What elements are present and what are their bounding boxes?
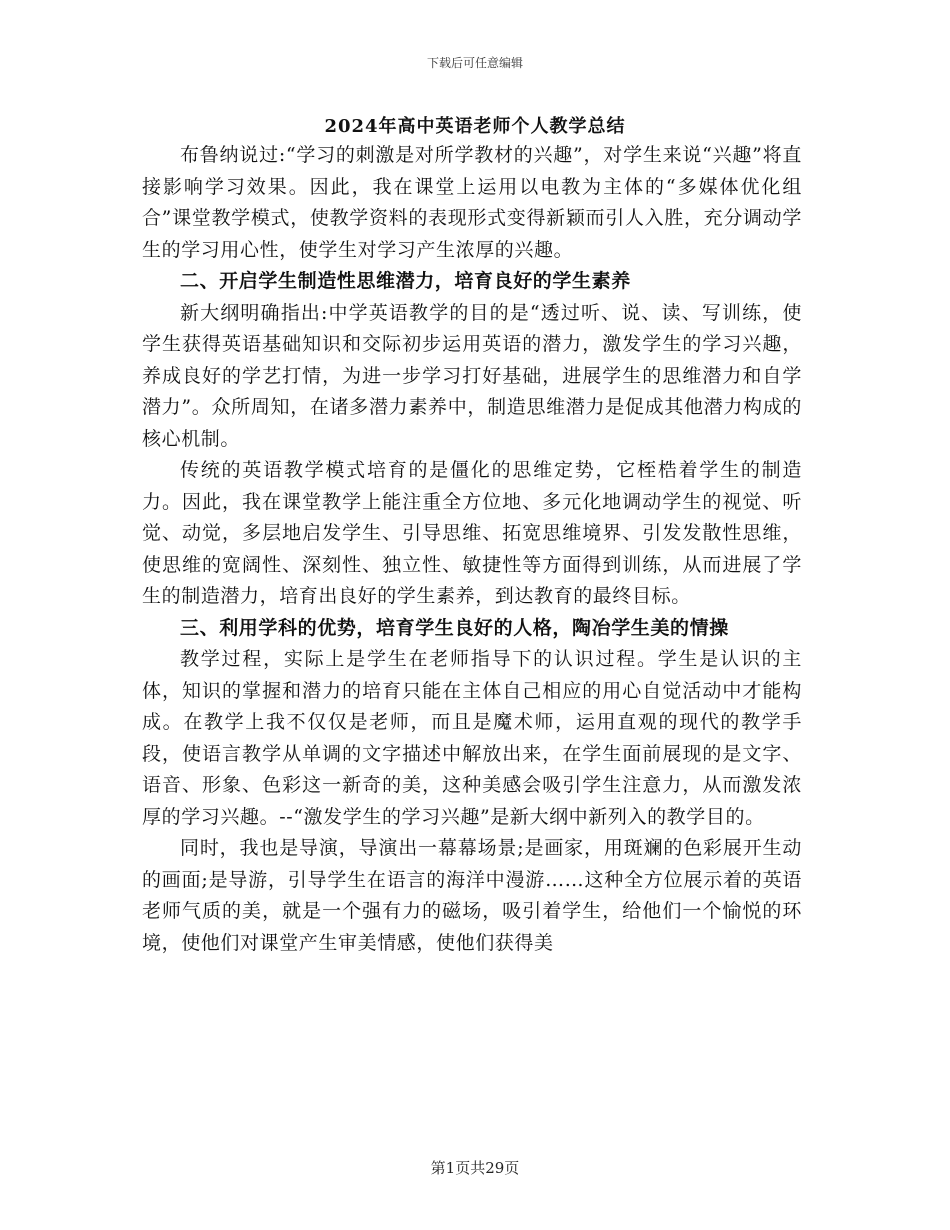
section-2-paragraph-2: 传统的英语教学模式培育的是僵化的思维定势，它桎梏着学生的制造力。因此，我在课堂教学上能注重全方位地、多元化地调动学生的视觉、听觉、动觉，多层地启发学生、引导思维、拓宽思维境界、引发发散性思维，使思维的宽阔性、深刻性、独立性、敏捷性等方面得到训练，从而进展了学生的制造潜力，培育出良好的学生素养，到达教育的最终目标。 bbox=[142, 459, 802, 607]
section-3-paragraph-1: 教学过程，实际上是学生在老师指导下的认识过程。学生是认识的主体，知识的掌握和潜力的培育只能在主体自己相应的用心自觉活动中才能构成。在教学上我不仅仅是老师，而且是魔术师，运用直观的现代的教学手段，使语言教学从单调的文字描述中解放出来，在学生面前展现的是文字、语音、形象、色彩这一新奇的美，这种美感会吸引学生注意力，从而激发浓厚的学习兴趣。--“激发学生的学习兴趣”是新大纲中新列入的教学目的。 bbox=[142, 648, 802, 828]
section-3-paragraph-2: 同时，我也是导演，导演出一幕幕场景;是画家，用斑斓的色彩展开生动的画面;是导游，引导学生在语言的海洋中漫游……这种全方位展示着的英语老师气质的美，就是一个强有力的磁场，吸引着学生，给他们一个愉悦的环境，使他们对课堂产生审美情感，使他们获得美 bbox=[142, 837, 802, 954]
intro-paragraph: 布鲁纳说过:“学习的刺激是对所学教材的兴趣”，对学生来说“兴趣”将直接影响学习效果。因此，我在课堂上运用以电教为主体的“多媒体优化组合”课堂教学模式，使教学资料的表现形式变得新颖而引人入胜，充分调动学生的学习用心性，使学生对学习产生浓厚的兴趣。 bbox=[142, 144, 802, 261]
document-body bbox=[142, 140, 802, 959]
page-header-watermark: 下载后可任意编辑 bbox=[426, 56, 523, 70]
page-number: 第1页共29页 bbox=[430, 1159, 520, 1177]
section-2-paragraph-1: 新大纲明确指出:中学英语教学的目的是“透过听、说、读、写训练，使学生获得英语基础知识和交际初步运用英语的潜力，激发学生的学习兴趣，养成良好的学艺打情，为进一步学习打好基础，进展学生的思维潜力和自学潜力”。众所周知，在诸多潜力素养中，制造思维潜力是促成其他潜力构成的核心机制。 bbox=[142, 301, 802, 450]
document-title: 2024年高中英语老师个人教学总结 bbox=[324, 116, 626, 137]
section-2-heading: 二、开启学生制造性思维潜力，培育良好的学生素养 bbox=[180, 270, 631, 292]
section-3-heading: 三、利用学科的优势，培育学生良好的人格，陶冶学生美的情操 bbox=[180, 616, 729, 639]
